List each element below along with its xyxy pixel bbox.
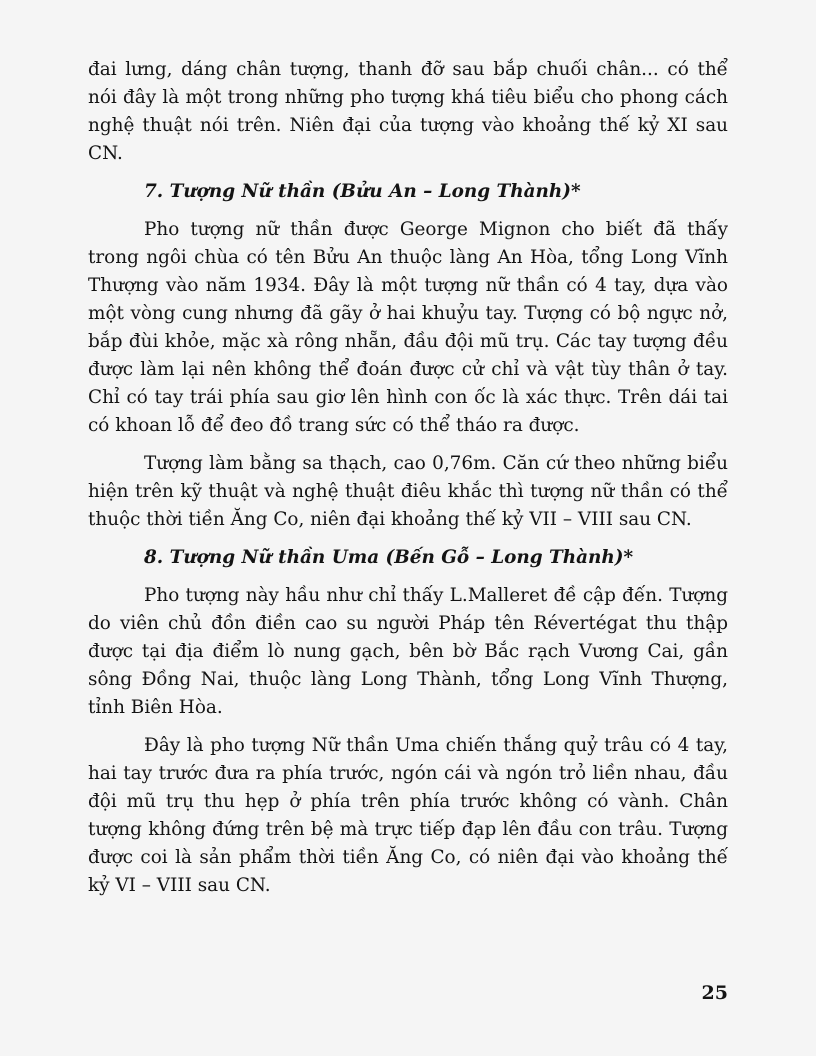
paragraph-uma-description: Đây là pho tượng Nữ thần Uma chiến thắng quỷ trâu có 4 tay, hai tay trước đưa ra phía trước, ngón cái và ngón trỏ liền nhau, đầu đội mũ trụ thu hẹp ở phía trên phía trước không có vành. Chân tượng không đứng trên bệ mà trực tiếp đạp lên đầu con trâu. Tượng được coi là sản phẩm thời tiền Ăng Co, có niên đại vào khoảng thế kỷ VI – VIII sau CN. xyxy=(88,735,728,896)
paragraph-continued: đai lưng, dáng chân tượng, thanh đỡ sau bắp chuối chân... có thể nói đây là một trong những pho tượng khá tiêu biểu cho phong cách nghệ thuật nói trên. Niên đại của tượng vào khoảng thế kỷ XI sau CN. xyxy=(88,59,728,164)
section-heading-7: 7. Tượng Nữ thần (Bửu An – Long Thành)* xyxy=(144,181,581,202)
paragraph-uma-provenance: Pho tượng này hầu như chỉ thấy L.Malleret đề cập đến. Tượng do viên chủ đồn điền cao su người Pháp tên Révertégat thu thập được tại địa điểm lò nung gạch, bên bờ Bắc rạch Vương Cai, gần sông Đồng Nai, thuộc làng Long Thành, tổng Long Vĩnh Thượng, tỉnh Biên Hòa. xyxy=(88,585,728,718)
paragraph-bua-an-description: Pho tượng nữ thần được George Mignon cho biết đã thấy trong ngôi chùa có tên Bửu An thuộc làng An Hòa, tổng Long Vĩnh Thượng vào năm 1934. Đây là một tượng nữ thần có 4 tay, dựa vào một vòng cung nhưng đã gãy ở hai khuỷu tay. Tượng có bộ ngực nở, bắp đùi khỏe, mặc xà rông nhẵn, đầu đội mũ trụ. Các tay tượng đều được làm lại nên không thể đoán được cử chỉ và vật tùy thân ở tay. Chỉ có tay trái phía sau giơ lên hình con ốc là xác thực. Trên dái tai có khoan lỗ để đeo đồ trang sức có thể tháo ra được. xyxy=(88,219,728,436)
paragraph-bua-an-dating: Tượng làm bằng sa thạch, cao 0,76m. Căn cứ theo những biểu hiện trên kỹ thuật và nghệ thuật điêu khắc thì tượng nữ thần có thể thuộc thời tiền Ăng Co, niên đại khoảng thế kỷ VII – VIII sau CN. xyxy=(88,453,728,530)
page-content xyxy=(88,56,728,900)
page-number: 25 xyxy=(701,982,728,1004)
section-heading-8: 8. Tượng Nữ thần Uma (Bến Gỗ – Long Thành)* xyxy=(144,547,634,568)
